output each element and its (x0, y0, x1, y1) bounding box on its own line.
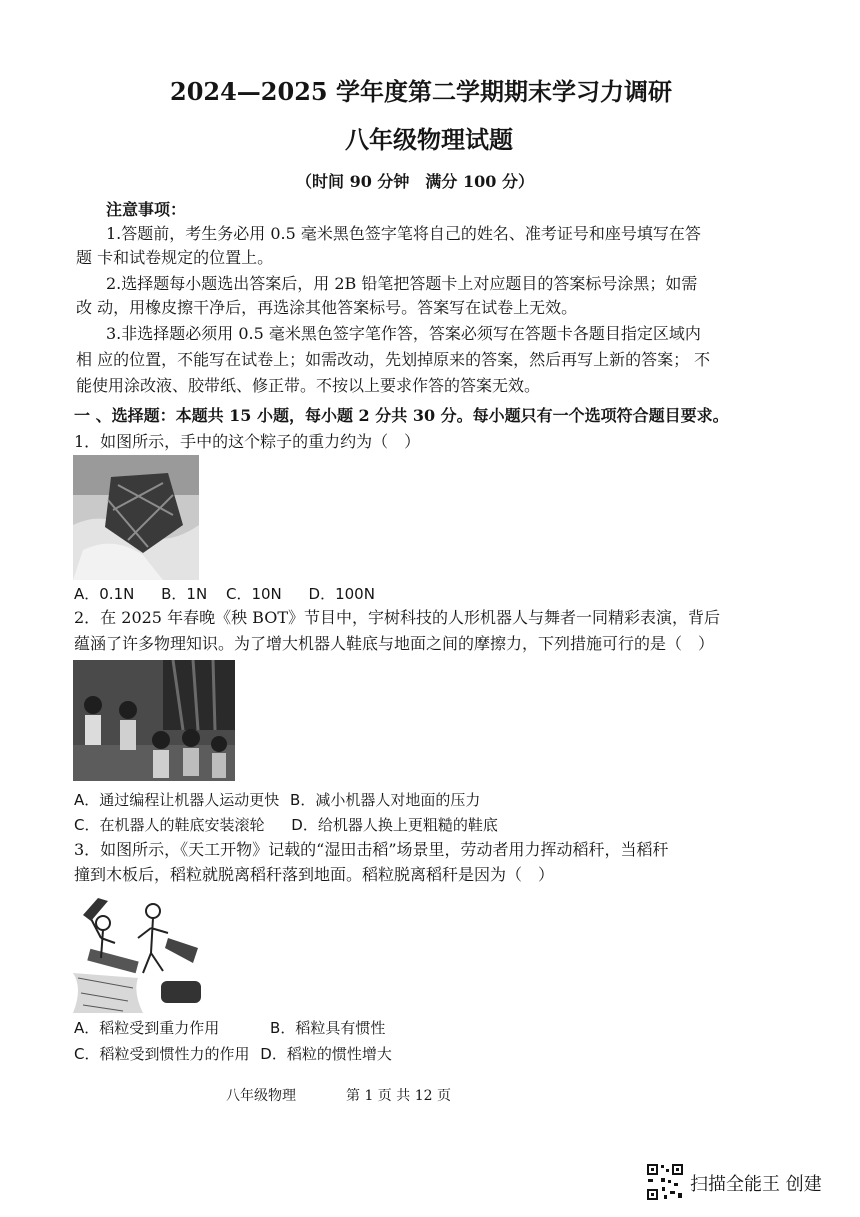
option-b: B．减小机器人对地面的压力 (290, 791, 481, 809)
option-c: C．10N (225, 585, 282, 603)
notice-line: 能使用涂改液、胶带纸、修正带。不按以上要求作答的答案无效。 (76, 376, 541, 395)
option-a: A．稻粒受到重力作用 (74, 1019, 220, 1037)
threshing-image (73, 893, 207, 1013)
notice-line: 2.选择题每小题选出答案后，用 2B 铅笔把答题卡上对应题目的答案标号涂黑；如需 (106, 274, 698, 293)
qr-code-icon (646, 1163, 684, 1201)
footer-page-number: 第 1 页 共 12 页 (346, 1088, 451, 1104)
option-b: B．1N (161, 585, 208, 603)
option-c: C．稻粒受到惯性力的作用 (74, 1045, 250, 1063)
notice-line: 改 动，用橡皮擦干净后，再选涂其他答案标号。答案写在试卷上无效。 (76, 298, 578, 317)
notice-line: 题 卡和试卷规定的位置上。 (76, 248, 274, 267)
footer-subject: 八年级物理 (226, 1088, 296, 1104)
question-options (74, 584, 375, 604)
question-stem: 1．如图所示，手中的这个粽子的重力约为（ ） (74, 432, 421, 451)
question-options (74, 1018, 385, 1038)
question-stem: 3．如图所示，《天工开物》记载的“湿田击稻”场景里，劳动者用力挥动稻秆，当稻秆 (74, 840, 669, 859)
notice-line: 相 应的位置，不能写在试卷上；如需改动，先划掉原来的答案，然后再写上新的答案； 不 (76, 350, 711, 369)
option-c: C．在机器人的鞋底安装滚轮 (74, 816, 265, 834)
exam-title: 2024—2025 学年度第二学期期末学习力调研 (170, 77, 672, 106)
question-stem: 蕴涵了许多物理知识。为了增大机器人鞋底与地面之间的摩擦力，下列措施可行的是（ ） (74, 634, 715, 653)
exam-info: （时间 90 分钟 满分 100 分） (296, 172, 534, 191)
option-d: D．给机器人换上更粗糙的鞋底 (291, 816, 498, 834)
threshing-illustration (73, 893, 207, 1013)
robot-dance-photo (73, 660, 235, 781)
option-d: D．100N (308, 585, 375, 603)
question-options (74, 815, 498, 835)
robot-dance-image (73, 660, 235, 781)
option-a: A．0.1N (74, 585, 135, 603)
question-stem: 撞到木板后，稻粒就脱离稻秆落到地面。稻粒脱离稻秆是因为（ ） (74, 865, 555, 884)
option-d: D．稻粒的惯性增大 (260, 1045, 392, 1063)
notice-heading: 注意事项： (106, 200, 187, 219)
question-options (74, 1044, 392, 1064)
zongzi-image (73, 455, 199, 580)
section-heading: 一 、选择题：本题共 15 小题，每小题 2 分共 30 分。每小题只有一个选项符合题目要求。 (74, 406, 729, 425)
zongzi-photo (73, 455, 199, 580)
exam-subtitle: 八年级物理试题 (345, 125, 513, 154)
notice-line: 1.答题前，考生务必用 0.5 毫米黑色签字笔将自己的姓名、准考证号和座号填写在答 (106, 224, 701, 243)
notice-line: 3.非选择题必须用 0.5 毫米黑色签字笔作答，答案必须写在答题卡各题目指定区域内 (106, 324, 701, 343)
option-b: B．稻粒具有惯性 (270, 1019, 386, 1037)
question-stem: 2．在 2025 年春晚《秧 BOT》节目中，宇树科技的人形机器人与舞者一同精彩表演，背后 (74, 608, 721, 627)
scanner-watermark: 扫描全能王 创建 (690, 1174, 822, 1195)
question-options (74, 790, 480, 810)
option-a: A．通过编程让机器人运动更快 (74, 791, 280, 809)
